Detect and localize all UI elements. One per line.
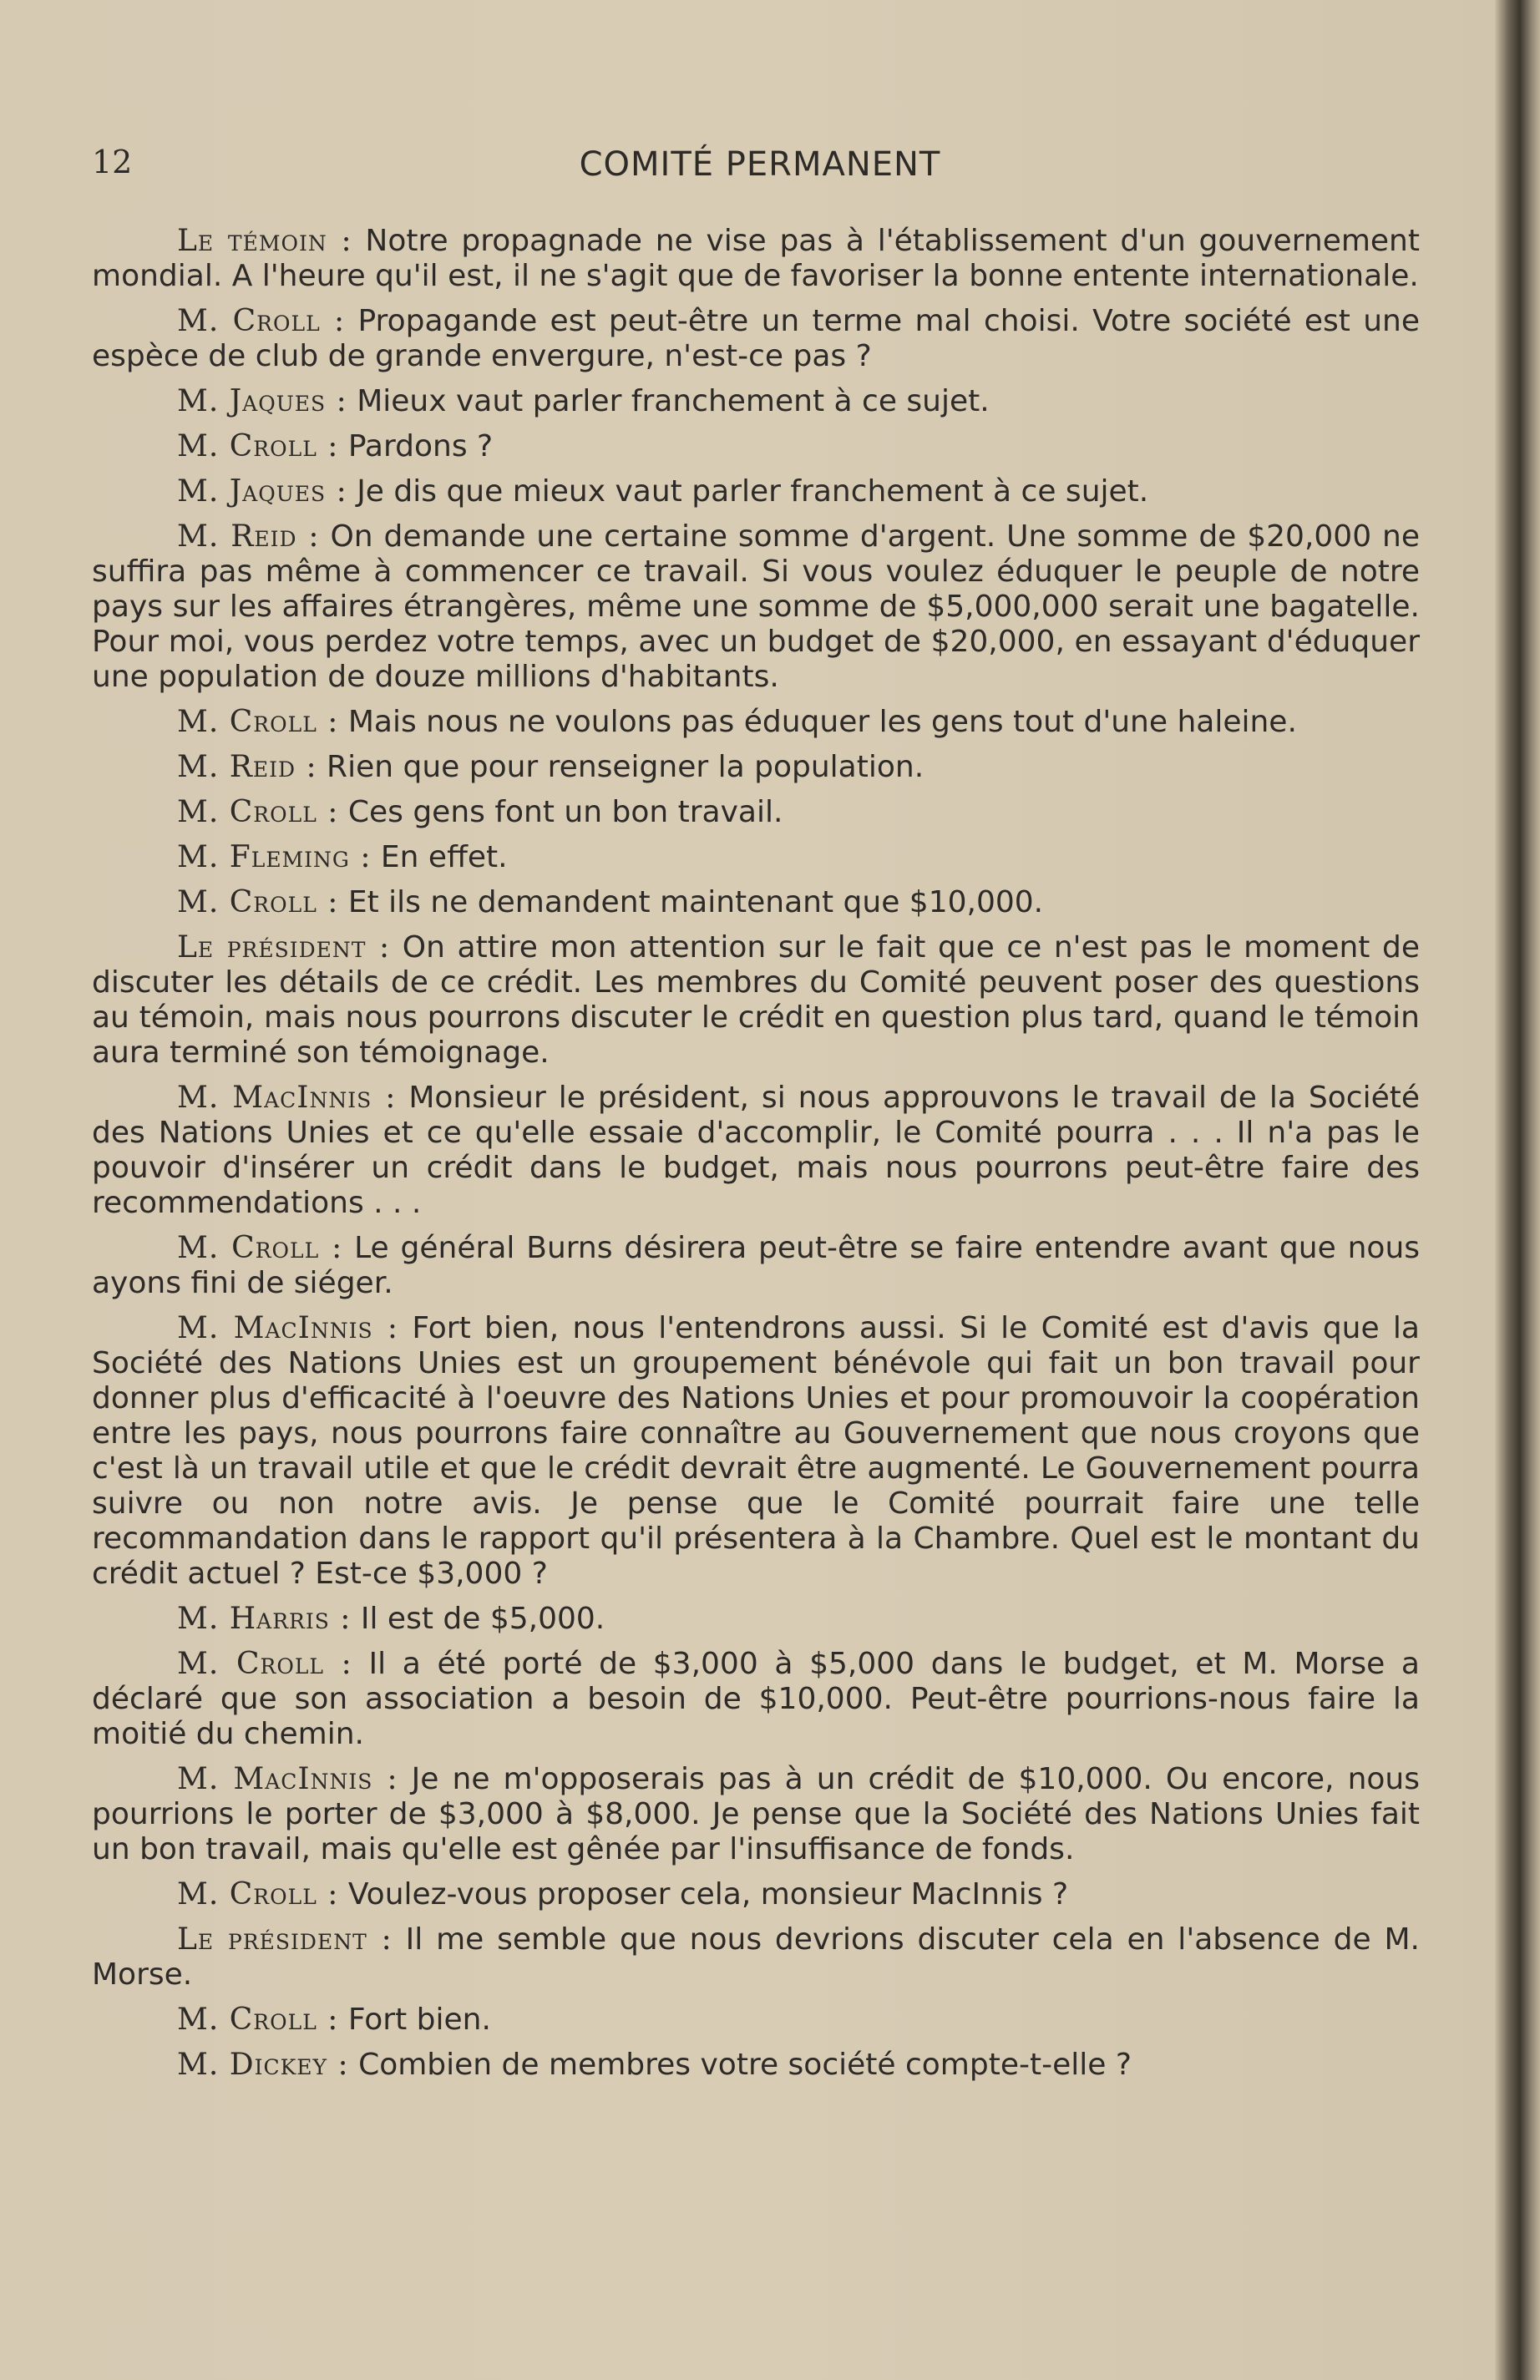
speaker-name: M. MacInnis : <box>177 1081 397 1115</box>
speaker-name: M. Croll : <box>177 2003 339 2037</box>
speaker-name: M. Harris : <box>177 1602 352 1636</box>
speech-text: On demande une certaine somme d'argent. Une somme de $20,000 ne suffira pas même à commencer ce travail. Si vous voulez éduquer le peuple de notre pays sur les affaires étrangères, même une somme de $5,000,000 serait une bagatelle. Pour moi, vous perdez votre temps, avec un budget de $20,000, en essayant d'éduquer une population de douze millions d'habitants. <box>92 519 1420 694</box>
transcript-paragraph <box>92 2003 1420 2038</box>
speech-text: Il a été porté de $3,000 à $5,000 dans le budget, et M. Morse a déclaré que son association a besoin de $10,000. Peut-être pourrions-nous faire la moitié du chemin. <box>92 1647 1420 1751</box>
transcript-paragraph <box>92 2048 1420 2083</box>
speaker-name: M. Croll : <box>177 795 339 829</box>
speech-text: Et ils ne demandent maintenant que $10,000. <box>338 885 1044 919</box>
transcript-paragraph <box>92 1922 1420 1993</box>
speech-text: Notre propagnade ne vise pas à l'établissement d'un gouvernement mondial. A l'heure qu'il est, il ne s'agit que de favoriser la bonne entente internationale. <box>92 224 1420 293</box>
speech-text: Je dis que mieux vaut parler franchement à ce sujet. <box>347 474 1149 509</box>
transcript-paragraph <box>92 304 1420 374</box>
speaker-name: M. Reid : <box>177 750 317 784</box>
transcript-body <box>92 224 1420 2093</box>
transcript-paragraph <box>92 1602 1420 1637</box>
speaker-name: Le président : <box>177 930 391 965</box>
speaker-name: M. MacInnis : <box>177 1311 399 1345</box>
speech-text: Monsieur le président, si nous approuvons le travail de la Société des Nations Unies et ce qu'elle essaie d'accomplir, le Comité pourra . . . Il n'a pas le pouvoir d'insérer un crédit dans le budget, mais nous pourrons peut-être faire des recommendations . . . <box>92 1081 1420 1220</box>
speech-text: Rien que pour renseigner la population. <box>317 750 925 784</box>
speech-text: Mieux vaut parler franchement à ce sujet. <box>347 384 990 418</box>
speech-text: Il est de $5,000. <box>351 1602 605 1636</box>
speaker-name: M. Croll : <box>177 705 339 739</box>
speech-text: Propagande est peut-être un terme mal choisi. Votre société est une espèce de club de grande envergure, n'est-ce pas ? <box>92 304 1420 373</box>
transcript-paragraph <box>92 429 1420 464</box>
speech-text: Pardons ? <box>338 429 494 463</box>
speech-text: Mais nous ne voulons pas éduquer les gens tout d'une haleine. <box>338 705 1297 739</box>
speaker-name: M. Croll : <box>177 1877 339 1912</box>
speech-text: Il me semble que nous devrions discuter cela en l'absence de M. Morse. <box>92 1922 1421 1992</box>
speech-text: En effet. <box>371 840 508 874</box>
speaker-name: M. Croll : <box>177 1231 343 1265</box>
running-title: COMITÉ PERMANENT <box>579 145 941 184</box>
transcript-paragraph <box>92 384 1420 419</box>
speaker-name: M. Reid : <box>177 519 320 554</box>
transcript-paragraph <box>92 1081 1420 1221</box>
transcript-paragraph <box>92 885 1420 920</box>
transcript-paragraph <box>92 795 1420 830</box>
transcript-paragraph <box>92 1647 1420 1752</box>
speaker-name: M. Croll : <box>177 429 339 463</box>
speaker-name: M. Dickey : <box>177 2048 349 2082</box>
speech-text: Combien de membres votre société compte-t-elle ? <box>348 2048 1132 2082</box>
transcript-paragraph <box>92 474 1420 509</box>
speech-text: Fort bien, nous l'entendrons aussi. Si le Comité est d'avis que la Société des Nations Unies est un groupement bénévole qui fait un bon travail pour donner plus d'efficacité à l'oeuvre des Nations Unies et pour promouvoir la coopération entre les pays, nous pourrons faire connaître au Gouvernement que nous croyons que c'est là un travail utile et que le crédit devrait être augmenté. Le Gouvernement pourra suivre ou non notre avis. Je pense que le Comité pourrait faire une telle recommandation dans le rapport qu'il présentera à la Chambre. Quel est le montant du crédit actuel ? Est-ce $3,000 ? <box>92 1311 1420 1591</box>
speaker-name: M. Croll : <box>177 885 339 919</box>
speech-text: Je ne m'opposerais pas à un crédit de $10,000. Ou encore, nous pourrions le porter de $3,000 à $8,000. Je pense que la Société des Nations Unies fait un bon travail, mais qu'elle est gênée par l'insuffisance de fonds. <box>92 1762 1421 1866</box>
page-number: 12 <box>92 144 133 180</box>
speaker-name: M. Jaques : <box>177 474 347 509</box>
transcript-paragraph <box>92 1762 1420 1867</box>
speech-text: Le général Burns désirera peut-être se faire entendre avant que nous ayons fini de siéger. <box>92 1231 1421 1300</box>
speech-text: Ces gens font un bon travail. <box>338 795 783 829</box>
page-header <box>92 144 1428 194</box>
transcript-paragraph <box>92 705 1420 740</box>
transcript-paragraph <box>92 750 1420 785</box>
speaker-name: Le président : <box>177 1922 393 1957</box>
speaker-name: M. Fleming : <box>177 840 372 874</box>
speech-text: On attire mon attention sur le fait que ce n'est pas le moment de discuter les détails de ce crédit. Les membres du Comité peuvent poser des questions au témoin, mais nous pourrons discuter le crédit en question plus tard, quand le témoin aura terminé son témoignage. <box>92 930 1420 1070</box>
speaker-name: M. Jaques : <box>177 384 347 418</box>
speaker-name: Le témoin : <box>177 224 352 258</box>
transcript-paragraph <box>92 930 1420 1071</box>
transcript-paragraph <box>92 1877 1420 1912</box>
speaker-name: M. Croll : <box>177 1647 352 1681</box>
transcript-paragraph <box>92 519 1420 695</box>
transcript-paragraph <box>92 1231 1420 1301</box>
speech-text: Fort bien. <box>338 2003 491 2037</box>
speaker-name: M. MacInnis : <box>177 1762 398 1796</box>
speaker-name: M. Croll : <box>177 304 346 338</box>
book-spine-shadow <box>1495 0 1540 2380</box>
transcript-paragraph <box>92 224 1420 294</box>
transcript-paragraph <box>92 840 1420 875</box>
speech-text: Voulez-vous proposer cela, monsieur MacInnis ? <box>338 1877 1069 1912</box>
transcript-paragraph <box>92 1311 1420 1592</box>
